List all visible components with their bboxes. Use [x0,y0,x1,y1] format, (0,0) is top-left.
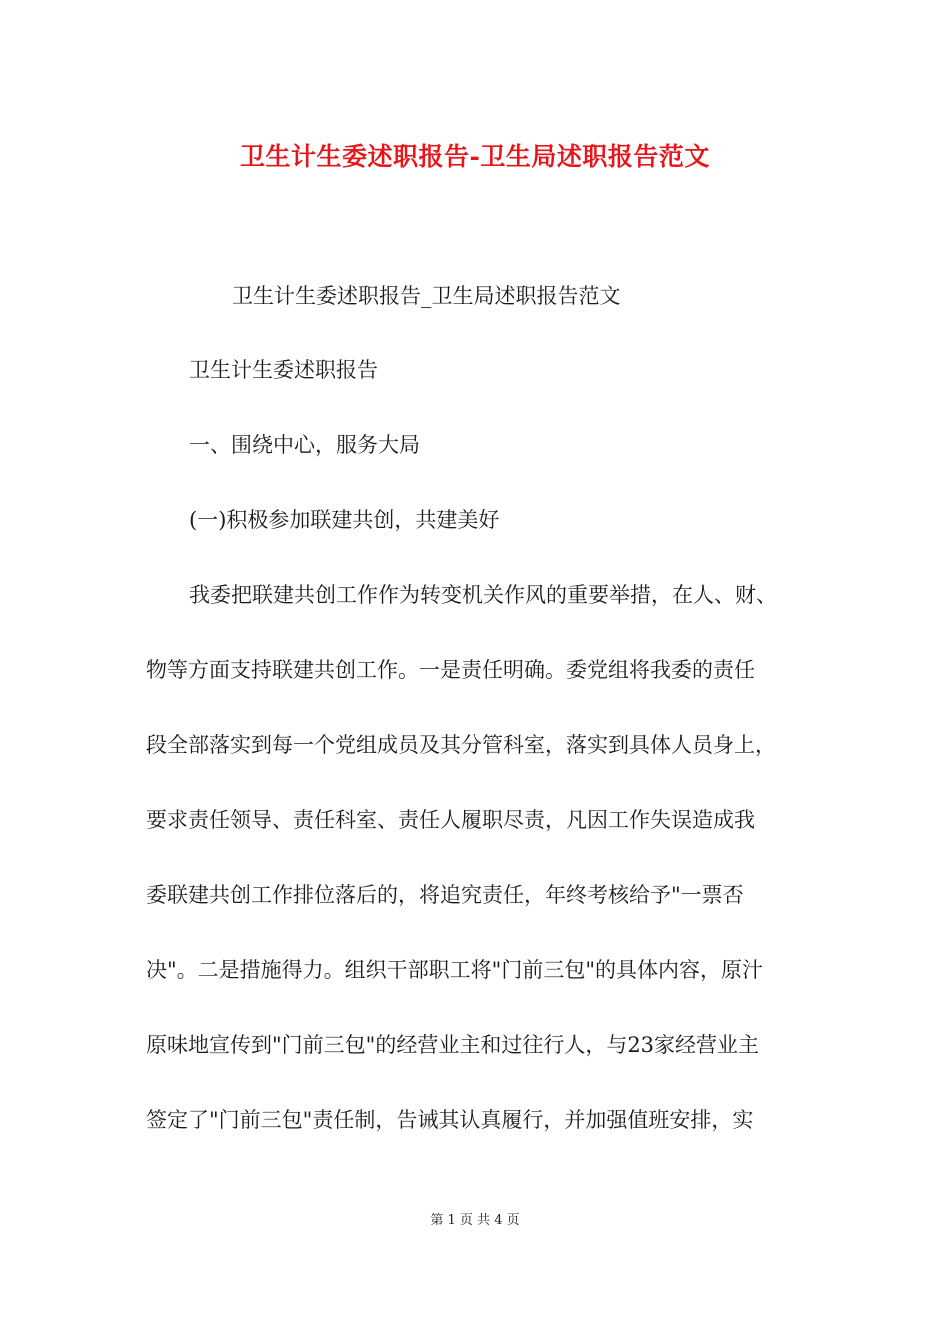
paragraph-line: 原味地宣传到"门前三包"的经营业主和过往行人，与23家经营业主 [146,1033,760,1057]
document-subtitle: 卫生计生委述职报告_卫生局述职报告范文 [232,284,621,308]
paragraph-line: 物等方面支持联建共创工作。一是责任明确。委党组将我委的责任 [146,658,755,682]
section-heading: 一、围绕中心，服务大局 [189,433,420,457]
paragraph-line: 段全部落实到每一个党组成员及其分管科室，落实到具体人员身上， [146,733,776,757]
paragraph-line: 我委把联建共创工作作为转变机关作风的重要举措，在人、财、 [189,583,777,607]
document-title: 卫生计生委述职报告-卫生局述职报告范文 [240,142,710,171]
paragraph-line: 决"。二是措施得力。组织干部职工将"门前三包"的具体内容，原汁 [146,958,763,982]
page-footer: 第 1 页 共 4 页 [430,1213,520,1228]
paragraph-line: 委联建共创工作排位落后的，将追究责任，年终考核给予"一票否 [146,883,744,907]
paragraph-line: 要求责任领导、责任科室、责任人履职尽责，凡因工作失误造成我 [146,808,755,832]
subsection-heading: (一)积极参加联建共创，共建美好 [189,508,500,532]
paragraph-line: 签定了"门前三包"责任制，告诫其认真履行，并加强值班安排，实 [146,1108,754,1132]
report-heading: 卫生计生委述职报告 [189,358,378,382]
